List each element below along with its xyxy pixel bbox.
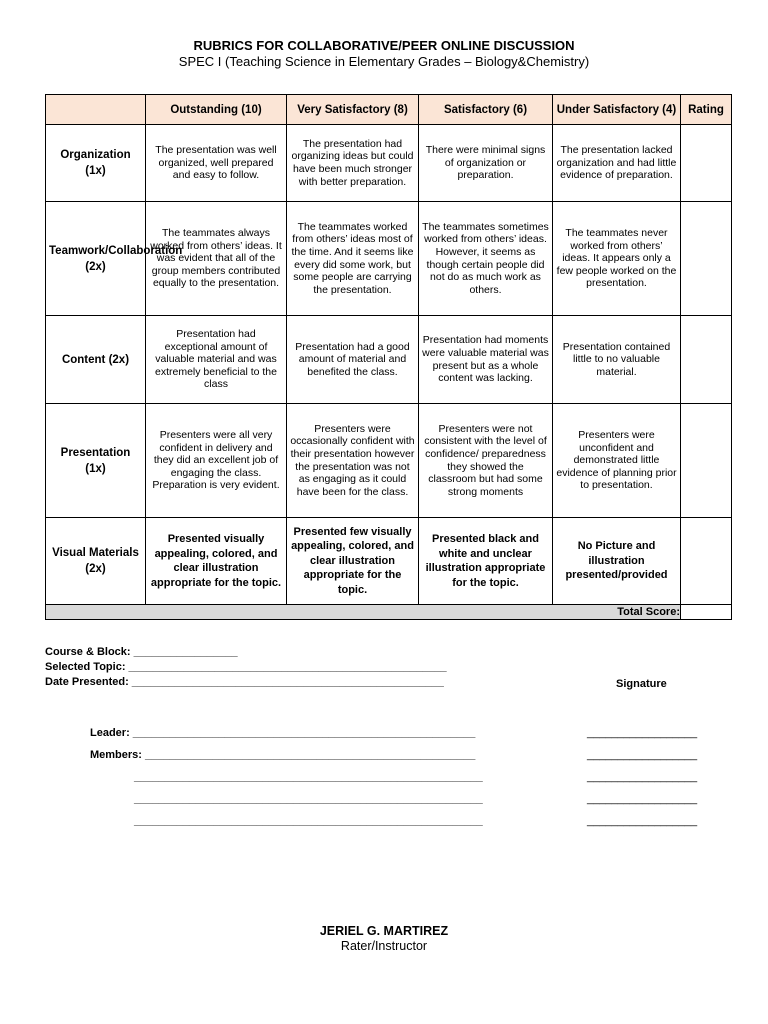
signature-line[interactable]: __________________ — [587, 771, 698, 783]
header-criterion — [46, 95, 146, 125]
header-satisfactory: Satisfactory (6) — [419, 95, 553, 125]
document-title: RUBRICS FOR COLLABORATIVE/PEER ONLINE DISCUSSION — [193, 38, 575, 53]
rater-name: JERIEL G. MARTIREZ — [319, 924, 449, 938]
table-row — [46, 316, 732, 404]
cell-satisfactory: There were minimal signs of organization or preparation. — [419, 125, 553, 202]
table-row — [46, 202, 732, 316]
signature-line[interactable]: __________________ — [587, 793, 698, 805]
criterion-visual-materials: Visual Materials (2x) — [46, 518, 146, 605]
rating-cell[interactable] — [681, 125, 732, 202]
signature-line[interactable]: __________________ — [587, 727, 698, 739]
cell-satisfactory: Presented black and white and unclear illustration appropriate for the topic. — [419, 518, 553, 605]
table-row — [46, 404, 732, 518]
cell-satisfactory: Presentation had moments were valuable material was present but as a whole content was lacking. — [419, 316, 553, 404]
cell-outstanding: The presentation was well organized, well prepared and easy to follow. — [146, 125, 287, 202]
cell-very-satisfactory: The presentation had organizing ideas but could have been much stronger with better preparation. — [287, 125, 419, 202]
cell-under-satisfactory: No Picture and illustration presented/provided — [553, 518, 681, 605]
total-score-cell[interactable] — [681, 605, 732, 620]
total-row — [46, 605, 732, 620]
cell-satisfactory: The teammates sometimes worked from others’ ideas. However, it seems as though certain people did not do as much work as others. — [419, 202, 553, 316]
cell-very-satisfactory: Presentation had a good amount of material and benefited the class. — [287, 316, 419, 404]
rubric-table — [45, 94, 732, 620]
date-presented-field[interactable]: Date Presented: ___________________________________________________ — [45, 676, 444, 688]
criterion-teamwork: Teamwork/Collaboration (2x) — [46, 202, 146, 316]
criterion-presentation: Presentation (1x) — [46, 404, 146, 518]
rating-cell[interactable] — [681, 404, 732, 518]
cell-outstanding: Presentation had exceptional amount of valuable material and was extremely beneficial to the class — [146, 316, 287, 404]
total-score-label: Total Score: — [46, 605, 681, 620]
cell-outstanding: Presenters were all very confident in delivery and they did an excellent job of engaging the class. Preparation is very evident. — [146, 404, 287, 518]
rating-cell[interactable] — [681, 316, 732, 404]
member-blank-line[interactable]: _________________________________________________________ — [134, 815, 483, 827]
cell-outstanding: The teammates always worked from others’ ideas. It was evident that all of the group members contributed equally to the presentation. — [146, 202, 287, 316]
header-outstanding: Outstanding (10) — [146, 95, 287, 125]
document-subtitle: SPEC I (Teaching Science in Elementary Grades – Biology&Chemistry) — [178, 54, 590, 69]
cell-under-satisfactory: The teammates never worked from others’ ideas. It appears only a few people worked on the presentation. — [553, 202, 681, 316]
cell-outstanding: Presented visually appealing, colored, and clear illustration appropriate for the topic. — [146, 518, 287, 605]
rating-cell[interactable] — [681, 202, 732, 316]
table-row — [46, 125, 732, 202]
cell-under-satisfactory: Presentation contained little to no valuable material. — [553, 316, 681, 404]
rubric-header-row — [46, 95, 732, 125]
signature-line[interactable]: __________________ — [587, 749, 698, 761]
signature-line[interactable]: __________________ — [587, 815, 698, 827]
cell-under-satisfactory: Presenters were unconfident and demonstrated little evidence of planning prior to presentation. — [553, 404, 681, 518]
cell-very-satisfactory: Presenters were occasionally confident with their presentation however the presentation was not as engaging as it could have been for the class. — [287, 404, 419, 518]
signature-label: Signature — [616, 678, 667, 690]
rater-role: Rater/Instructor — [340, 939, 428, 953]
cell-under-satisfactory: The presentation lacked organization and had little evidence of preparation. — [553, 125, 681, 202]
cell-very-satisfactory: Presented few visually appealing, colored, and clear illustration appropriate for the topic. — [287, 518, 419, 605]
rating-cell[interactable] — [681, 518, 732, 605]
header-under-satisfactory: Under Satisfactory (4) — [553, 95, 681, 125]
cell-very-satisfactory: The teammates worked from others’ ideas most of the time. And it seems like every did some work, but some people are carrying the presentation. — [287, 202, 419, 316]
member-blank-line[interactable]: _________________________________________________________ — [134, 771, 483, 783]
selected-topic-field[interactable]: Selected Topic: ____________________________________________________ — [45, 661, 447, 673]
member-blank-line[interactable]: _________________________________________________________ — [134, 793, 483, 805]
leader-field[interactable]: Leader: ________________________________________________________ — [90, 727, 476, 739]
table-row — [46, 518, 732, 605]
header-rating: Rating — [681, 95, 732, 125]
cell-satisfactory: Presenters were not consistent with the level of confidence/ preparedness they showed the classroom but had some strong moments — [419, 404, 553, 518]
criterion-organization: Organization (1x) — [46, 125, 146, 202]
course-block-field[interactable]: Course & Block: _________________ — [45, 646, 238, 658]
criterion-content: Content (2x) — [46, 316, 146, 404]
members-field[interactable]: Members: ______________________________________________________ — [90, 749, 476, 761]
header-very-satisfactory: Very Satisfactory (8) — [287, 95, 419, 125]
